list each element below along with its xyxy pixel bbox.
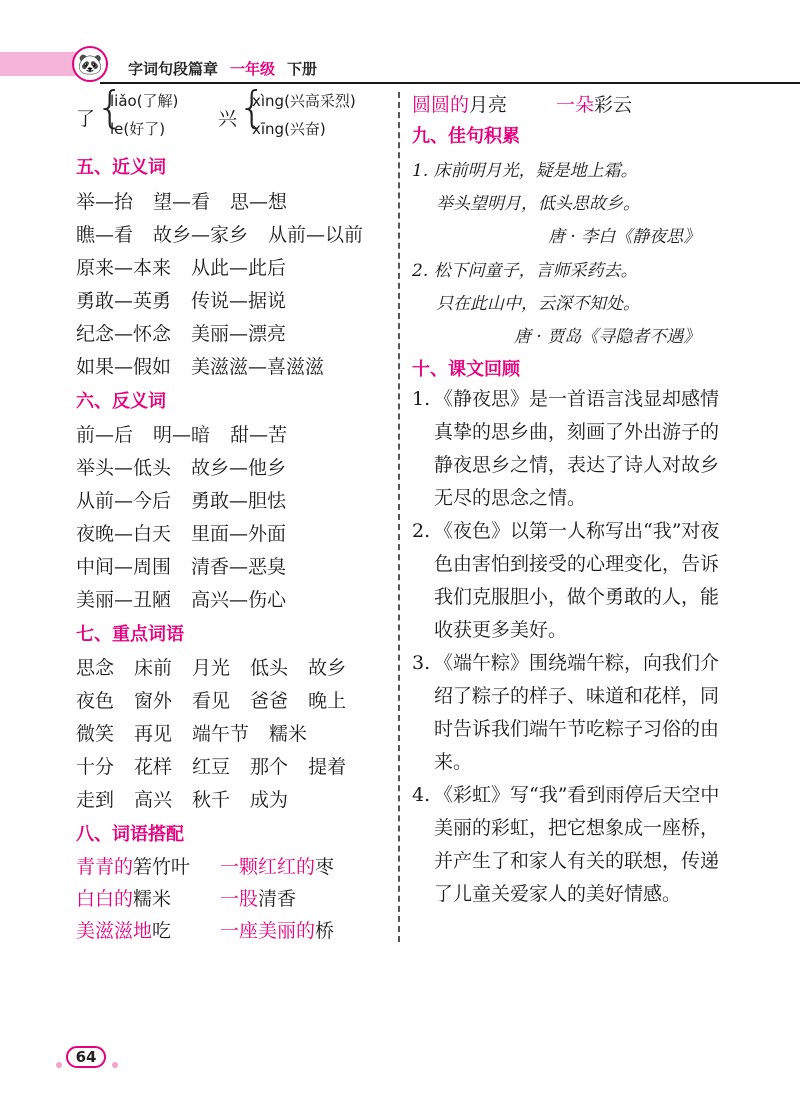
- review-item: 3. 《端午粽》围绕端午粽，向我们介绍了粽子的样子、味道和花样，同时告诉我们端午节吃粽子习俗的由来。: [412, 652, 720, 773]
- section-heading-key-words: 七、重点词语: [76, 624, 184, 645]
- header-rule: [100, 82, 800, 84]
- section-heading-good-sentences: 九、佳句积累: [412, 126, 520, 147]
- section-heading-antonyms: 六、反义词: [76, 391, 166, 412]
- synonym-row: 勇敢—英勇 传说—据说: [76, 290, 287, 312]
- antonym-row: 夜晚—白天 里面—外面: [76, 523, 287, 545]
- reading-xing1: xīng(兴奋): [252, 120, 326, 138]
- volume-label: 下册: [287, 60, 318, 78]
- review-item: 4. 《彩虹》写“我”看到雨停后天空中美丽的彩虹，把它想象成一座桥，并产生了和家人有关的联想，传递了儿童关爱家人的美好情感。: [412, 784, 720, 905]
- antonym-row: 中间—周围 清香—恶臭: [76, 556, 287, 578]
- panda-logo-icon: 🐼: [72, 46, 108, 82]
- synonym-row: 原来—本来 从此—此后: [76, 257, 287, 279]
- decor-dot: [56, 1062, 62, 1068]
- collocation-a: 青青的箬竹叶: [76, 856, 191, 878]
- collocation-b: 一股清香: [220, 888, 297, 910]
- key-words-row: 十分 花样 红豆 那个 提着: [76, 756, 347, 778]
- section-heading-collocation: 八、词语搭配: [76, 824, 184, 845]
- page-number: 64: [64, 1042, 108, 1072]
- key-words-row: 微笑 再见 端午节 糯米: [76, 723, 308, 745]
- collocation-a: 美滋滋地吃: [76, 920, 172, 942]
- grade-label: 一年级: [230, 60, 276, 78]
- antonym-row: 美丽—丑陋 高兴—伤心: [76, 589, 287, 611]
- section-heading-synonyms: 五、近义词: [76, 157, 166, 178]
- collocation-b: 一颗红红的枣: [220, 856, 335, 878]
- poem-source: 唐 · 贾岛《寻隐者不遇》: [514, 327, 701, 347]
- synonym-row: 纪念—怀念 美丽—漂亮: [76, 323, 287, 345]
- brace-xing: {: [238, 82, 266, 133]
- key-words-row: 思念 床前 月光 低头 故乡: [76, 657, 347, 679]
- reading-xing4: xìng(兴高采烈): [252, 92, 356, 110]
- antonym-row: 举头—低头 故乡—他乡: [76, 457, 287, 479]
- poem-line: 举头望明月，低头思故乡。: [436, 194, 640, 214]
- section-heading-text-review: 十、课文回顾: [412, 359, 520, 380]
- poem-source: 唐 · 李白《静夜思》: [548, 227, 701, 247]
- reading-liao: liǎo(了解): [110, 92, 179, 110]
- antonym-row: 前—后 明—暗 甜—苦: [76, 424, 288, 446]
- review-item: 2. 《夜色》以第一人称写出“我”对夜色由害怕到接受的心理变化，告诉我们克服胆小，做个勇敢的人，能收获更多美好。: [412, 520, 720, 641]
- poem-line: 只在此山中，云深不知处。: [436, 294, 640, 314]
- review-item: 1. 《静夜思》是一首语言浅显却感情真挚的思乡曲，刻画了外出游子的静夜思乡之情，表达了诗人对故乡无尽的思念之情。: [412, 388, 720, 509]
- poem-line: 1. 床前明月光，疑是地上霜。: [412, 161, 638, 181]
- synonym-row: 如果—假如 美滋滋—喜滋滋: [76, 356, 325, 378]
- collocation-b: 一座美丽的桥: [220, 920, 335, 942]
- key-words-row: 夜色 窗外 看见 爸爸 晚上: [76, 690, 347, 712]
- antonym-row: 从前—今后 勇敢—胆怯: [76, 490, 287, 512]
- key-words-row: 走到 高兴 秋千 成为: [76, 789, 289, 811]
- series-title: 字词句段篇章: [128, 60, 219, 78]
- collocation-a: 白白的糯米: [76, 888, 172, 910]
- collocation-b: 一朵彩云: [556, 94, 633, 116]
- collocation-a: 圆圆的月亮: [412, 94, 508, 116]
- poem-line: 2. 松下问童子，言师采药去。: [412, 261, 638, 281]
- book-title: [128, 58, 317, 79]
- polyphone-char-xing: 兴: [218, 108, 238, 130]
- decor-dot: [112, 1062, 118, 1068]
- synonym-row: 瞧—看 故乡—家乡 从前—以前: [76, 224, 364, 246]
- polyphone-char-le: 了: [76, 108, 96, 130]
- column-divider: [398, 92, 400, 942]
- brace-le: {: [96, 82, 124, 133]
- reading-le: le(好了): [110, 120, 166, 138]
- synonym-row: 举—抬 望—看 思—想: [76, 191, 288, 213]
